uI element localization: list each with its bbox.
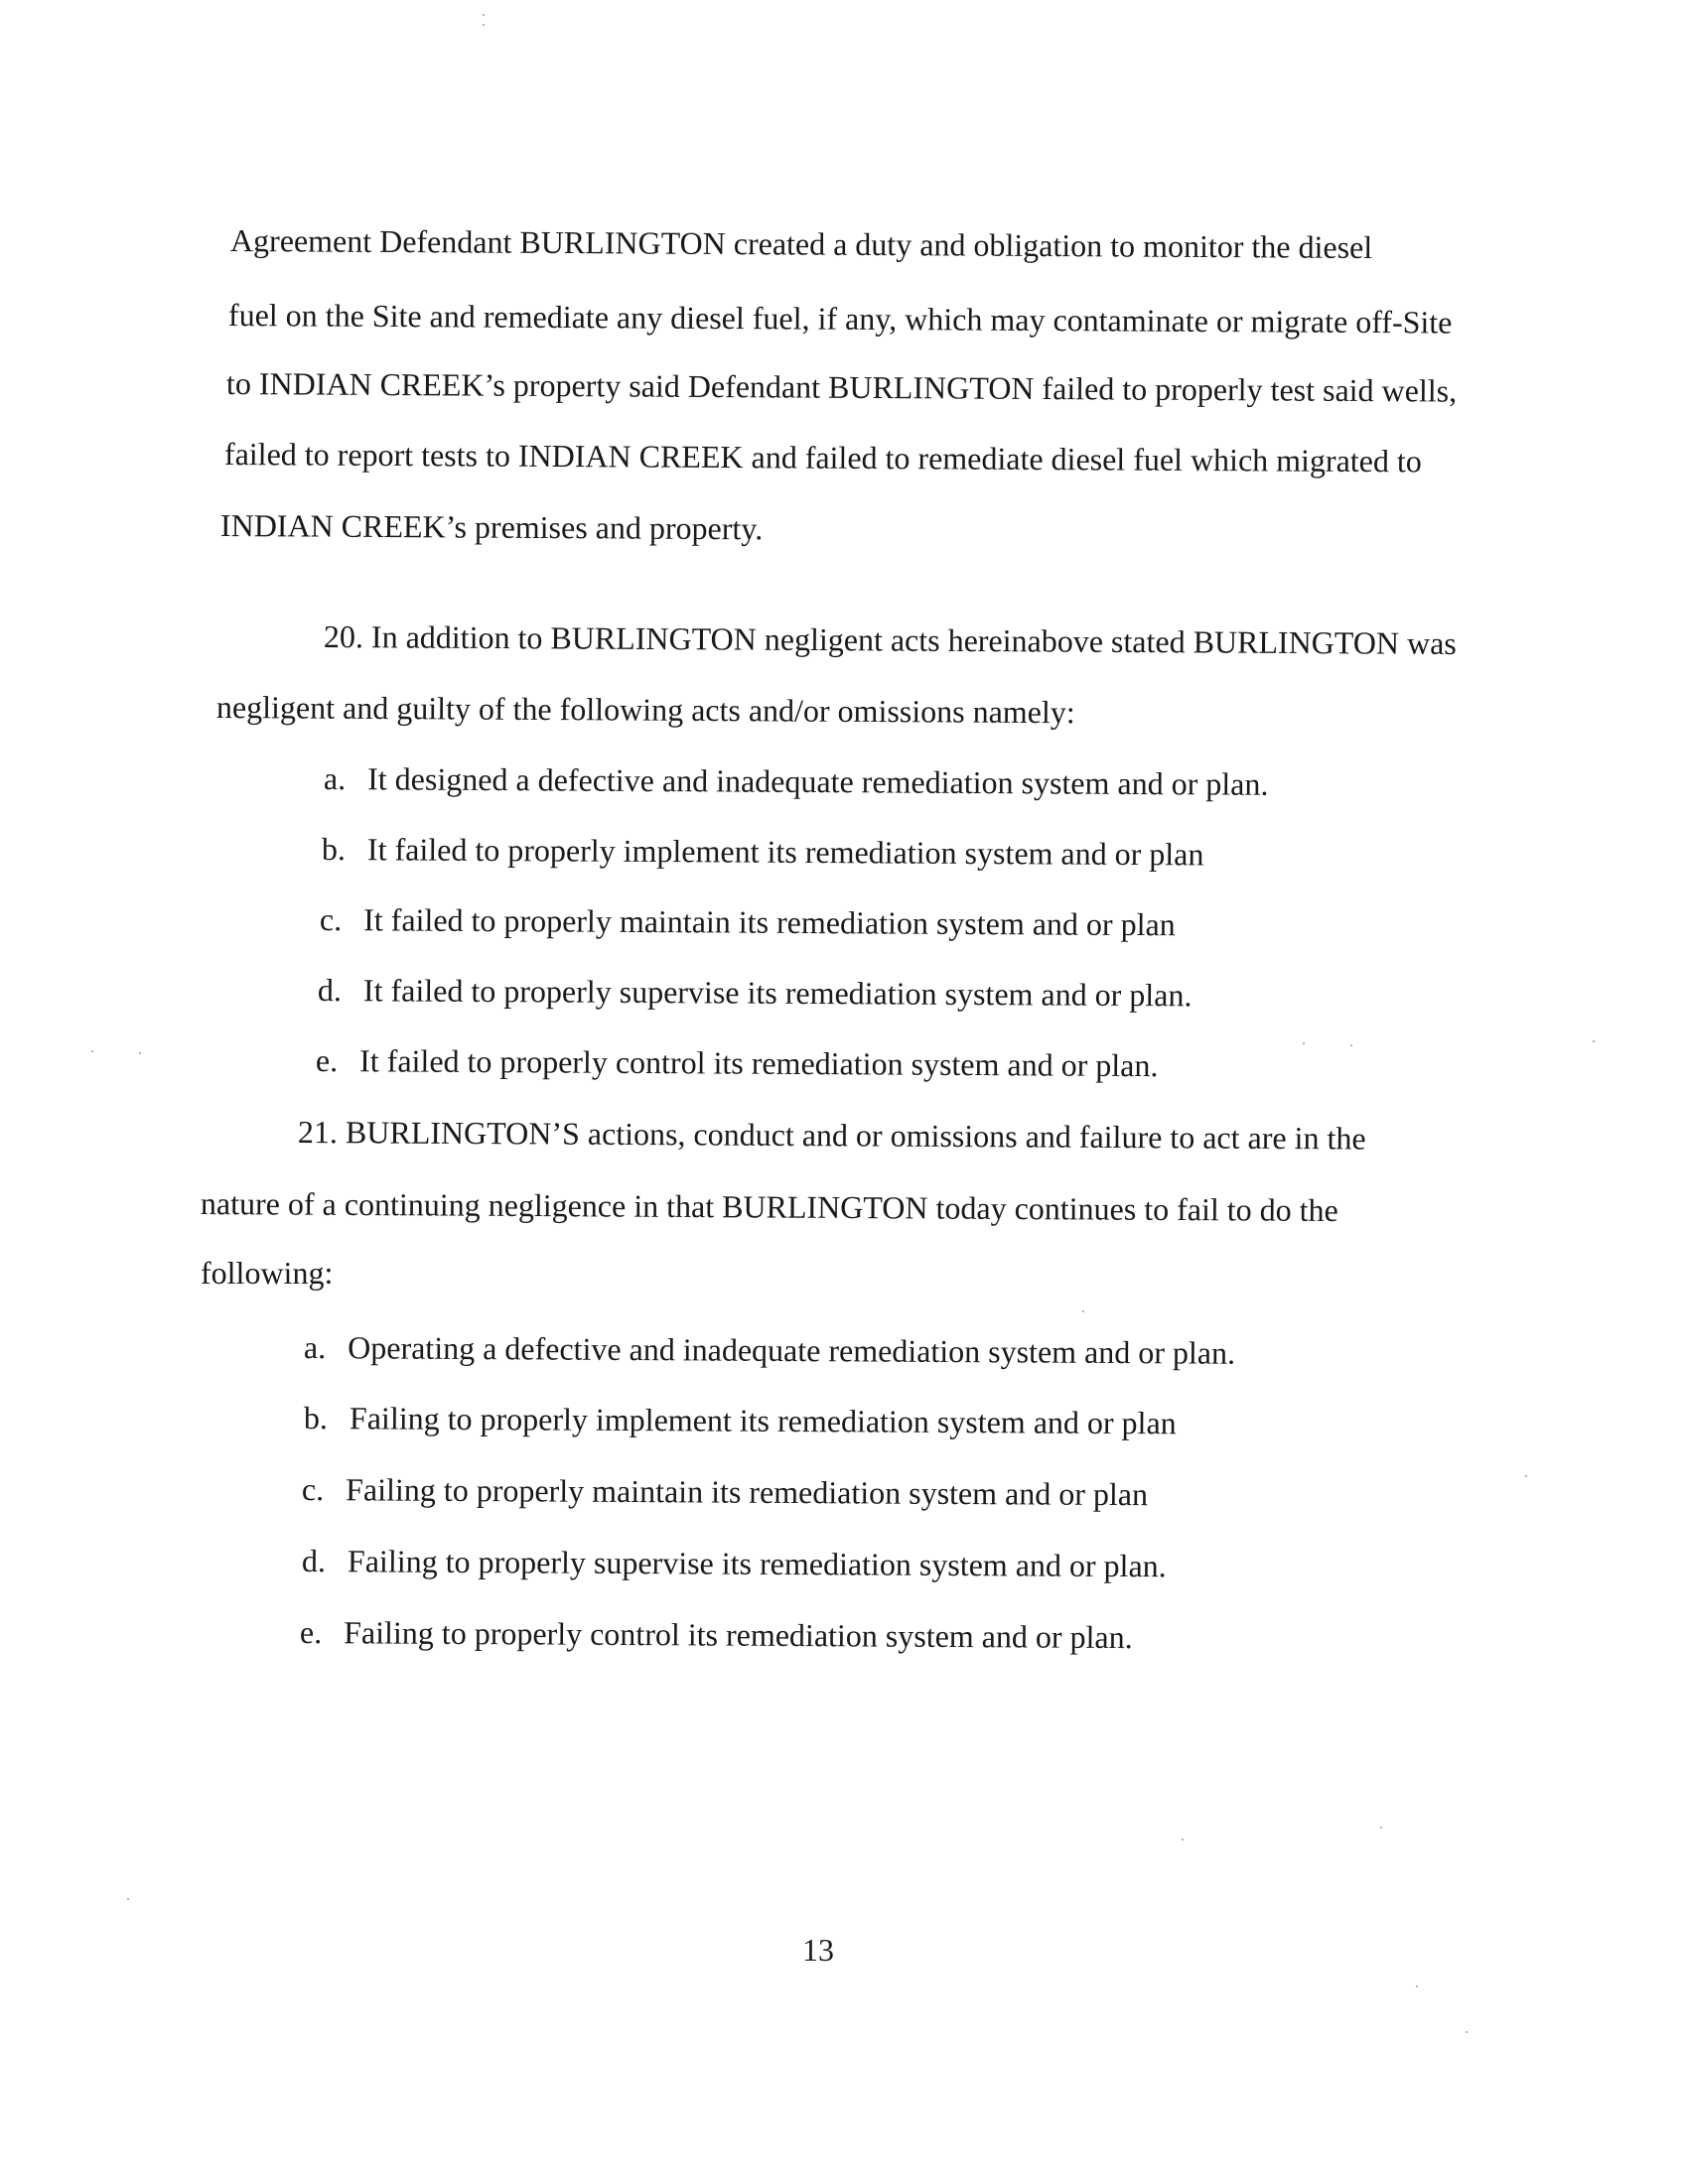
list-item-21b xyxy=(304,1398,1177,1442)
scan-speck xyxy=(483,14,485,16)
scan-speck xyxy=(1303,1042,1305,1044)
list-text: Failing to properly control its remediation system and or plan. xyxy=(344,1614,1133,1656)
scan-speck xyxy=(1416,1985,1418,1987)
list-marker: a. xyxy=(303,1329,327,1366)
list-text: It failed to properly control its remediation system and or plan. xyxy=(359,1042,1159,1084)
list-marker: d. xyxy=(301,1543,327,1579)
list-text: It designed a defective and inadequate remediation system and or plan. xyxy=(367,760,1269,802)
list-text: Failing to properly maintain its remediation system and or plan xyxy=(346,1471,1149,1513)
list-item-20c xyxy=(320,899,1176,944)
scan-speck xyxy=(1350,1044,1352,1046)
list-item-20d xyxy=(318,970,1193,1015)
scan-speck xyxy=(91,1050,93,1052)
list-item-20b xyxy=(322,829,1204,874)
scan-speck xyxy=(1525,1475,1527,1477)
list-text: Failing to properly implement its remediation system and or plan xyxy=(349,1400,1177,1441)
list-item-21a xyxy=(304,1327,1235,1373)
list-text: Failing to properly supervise its remediation system and or plan. xyxy=(347,1543,1167,1584)
list-text: It failed to properly implement its remediation system and or plan xyxy=(366,831,1204,873)
paragraph-21-line: nature of a continuing negligence in that BURLINGTON today continues to fail to do the xyxy=(200,1185,1338,1228)
scan-speck xyxy=(1380,1827,1382,1829)
list-item-21e xyxy=(300,1612,1133,1657)
paragraph-20-line: 20. In addition to BURLINGTON negligent acts hereinabove stated BURLINGTON was xyxy=(323,618,1457,661)
scan-speck xyxy=(139,1052,141,1054)
continuation-line: failed to report tests to INDIAN CREEK and failed to remediate diesel fuel which migrated to xyxy=(223,436,1422,479)
continuation-line: fuel on the Site and remediate any diesel fuel, if any, which may contaminate or migrate off-Site xyxy=(227,297,1453,341)
scan-speck xyxy=(1593,1040,1595,1042)
list-marker: c. xyxy=(319,901,343,938)
list-marker: d. xyxy=(317,972,343,1009)
list-item-21c xyxy=(302,1469,1148,1514)
list-marker: b. xyxy=(321,831,347,868)
paragraph-21-line: following: xyxy=(201,1255,334,1291)
list-item-20a xyxy=(324,758,1269,804)
list-marker: e. xyxy=(299,1614,323,1651)
list-marker: e. xyxy=(315,1042,339,1079)
scan-speck xyxy=(1082,1310,1084,1312)
list-marker: a. xyxy=(323,760,347,797)
scan-speck xyxy=(483,24,485,26)
page-number: 13 xyxy=(802,1932,834,1968)
list-marker: b. xyxy=(303,1400,329,1436)
continuation-line: INDIAN CREEK’s premises and property. xyxy=(219,507,764,547)
continuation-line: Agreement Defendant BURLINGTON created a duty and obligation to monitor the diesel xyxy=(229,222,1373,266)
list-marker: c. xyxy=(301,1471,325,1508)
list-text: It failed to properly maintain its remediation system and or plan xyxy=(363,901,1176,943)
list-text: It failed to properly supervise its remediation system and or plan. xyxy=(362,972,1193,1014)
scan-speck xyxy=(1182,1839,1184,1841)
scan-speck xyxy=(127,1898,129,1900)
list-text: Operating a defective and inadequate remediation system and or plan. xyxy=(348,1329,1236,1371)
scan-speck xyxy=(1466,2031,1468,2033)
list-item-21d xyxy=(302,1541,1167,1585)
paragraph-21-line: 21. BURLINGTON’S actions, conduct and or omissions and failure to act are in the xyxy=(297,1114,1366,1157)
paragraph-20-line: negligent and guilty of the following acts and/or omissions namely: xyxy=(215,689,1075,731)
continuation-line: to INDIAN CREEK’s property said Defendant BURLINGTON failed to properly test said wells, xyxy=(225,365,1458,409)
list-item-20e xyxy=(316,1040,1159,1085)
